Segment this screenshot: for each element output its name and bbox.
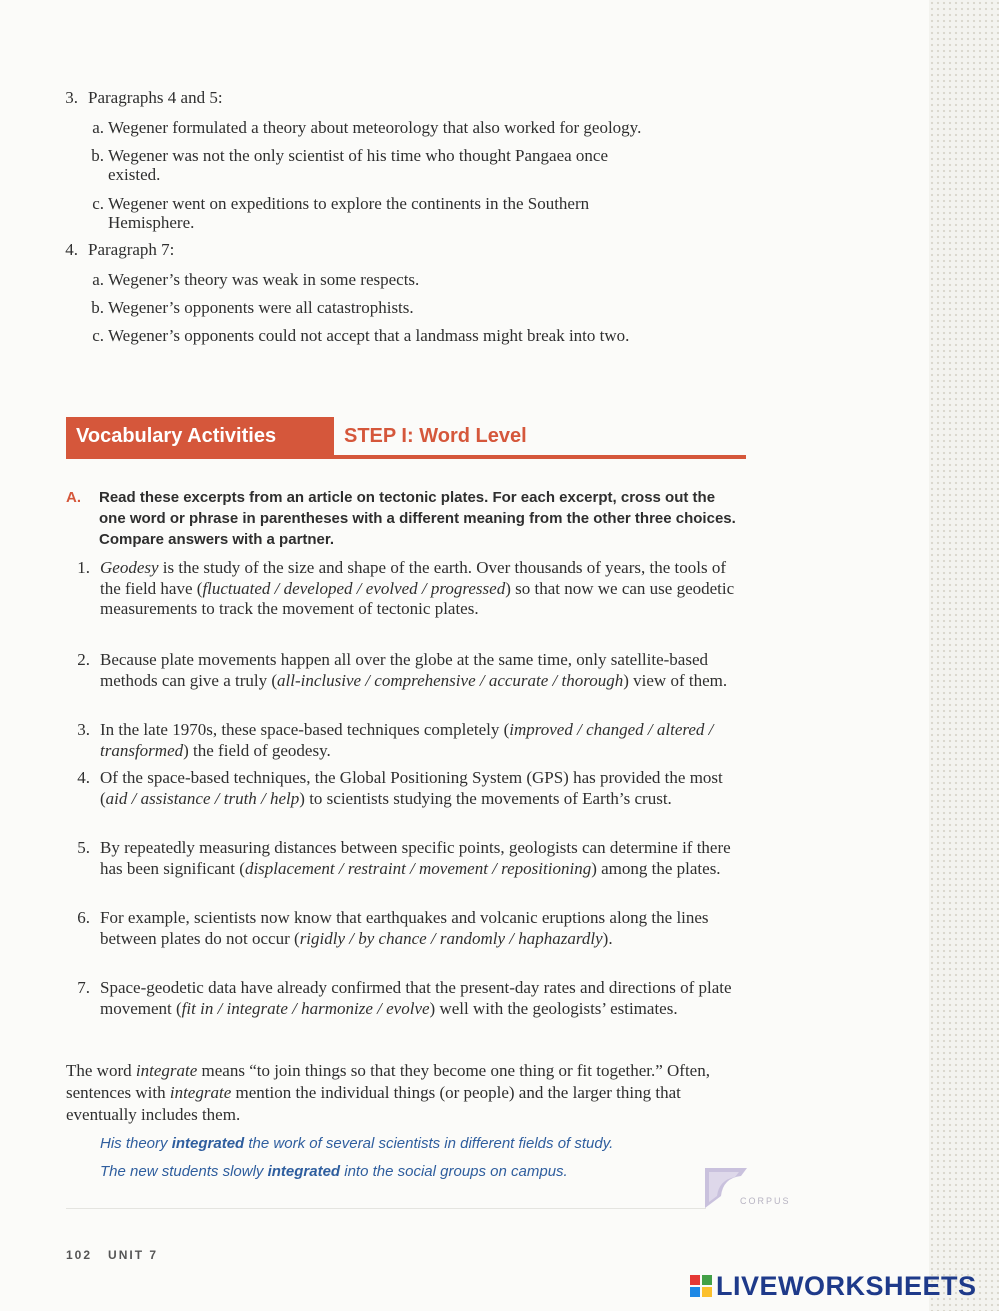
word-choices[interactable]: all-inclusive / comprehensive / accurate / thorough bbox=[277, 670, 624, 690]
question-number: 4. bbox=[65, 240, 78, 259]
example-sentence: The new students slowly integrated into the social groups on campus. bbox=[100, 1163, 568, 1180]
example-sentence: His theory integrated the work of several scientists in different fields of study. bbox=[100, 1135, 614, 1152]
word-choices[interactable]: fluctuated / developed / evolved / progressed bbox=[202, 578, 506, 598]
page-edge-texture bbox=[929, 0, 999, 1311]
question-number: 3. bbox=[65, 88, 78, 107]
liveworksheets-logo-icon bbox=[690, 1275, 712, 1297]
header-rule bbox=[66, 455, 746, 459]
page-number: 102 bbox=[66, 1248, 93, 1262]
word-choices[interactable]: displacement / restraint / movement / repositioning bbox=[244, 858, 592, 878]
word-choices[interactable]: improved / changed / altered / transformed bbox=[100, 720, 714, 760]
corpus-label: CORPUS bbox=[740, 1196, 791, 1206]
activity-letter: A. bbox=[66, 489, 81, 506]
question-label: Paragraph 7: bbox=[88, 240, 175, 259]
section-header bbox=[66, 417, 746, 463]
section-title: Vocabulary Activities bbox=[66, 417, 334, 455]
section-step: STEP I: Word Level bbox=[344, 425, 527, 447]
unit-label: UNIT 7 bbox=[108, 1248, 159, 1262]
word-choices[interactable]: fit in / integrate / harmonize / evolve bbox=[181, 998, 430, 1018]
question-label: Paragraphs 4 and 5: bbox=[88, 88, 223, 107]
word-choices[interactable]: rigidly / by chance / randomly / haphazardly bbox=[299, 928, 603, 948]
footer-divider bbox=[66, 1208, 706, 1209]
word-choices[interactable]: aid / assistance / truth / help bbox=[105, 788, 300, 808]
instructions-text: Read these excerpts from an article on tectonic plates. For each excerpt, cross out the one word or phrase in parentheses with a different meaning from the other three choices. Compare answers with a partner. bbox=[99, 489, 736, 548]
watermark-text: LIVEWORKSHEETS bbox=[716, 1271, 977, 1301]
page-footer bbox=[66, 1248, 158, 1262]
word-explanation: The word integrate means “to join things so that they become one thing or fit together.” Often, sentences with integrate mention the individual things (or people) and the larger thing that eventually includes them. bbox=[66, 1061, 710, 1124]
